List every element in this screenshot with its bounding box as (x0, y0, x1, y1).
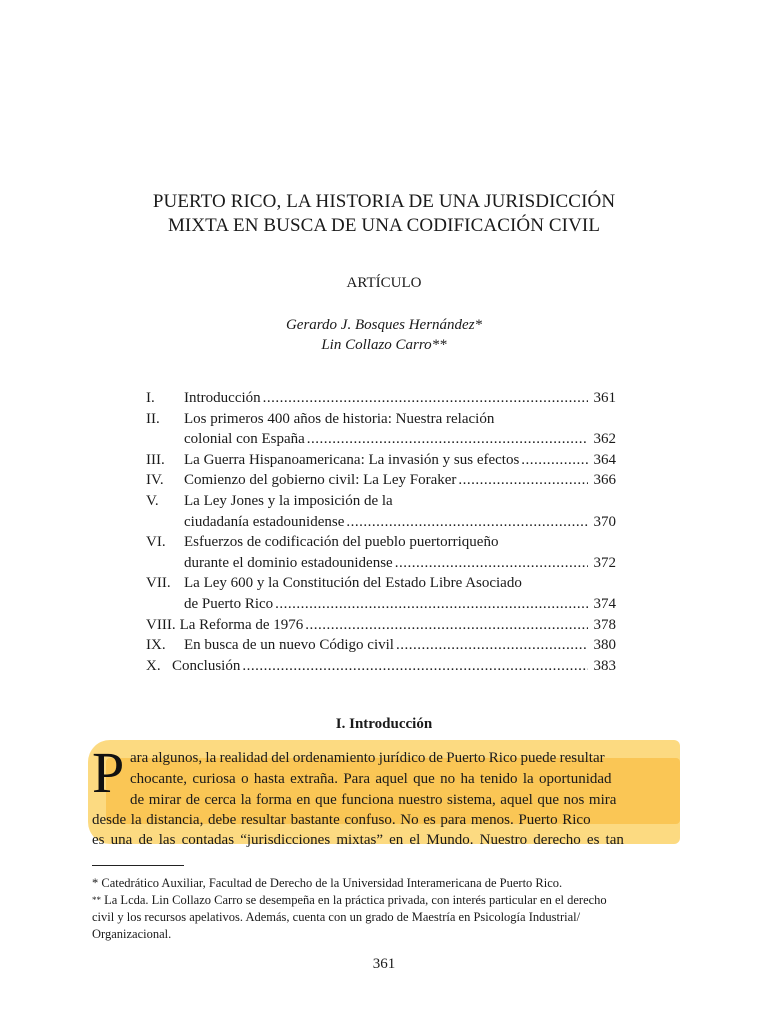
toc-number: I. (146, 390, 155, 406)
section-heading: I. Introducción (335, 716, 433, 732)
toc-leader (275, 594, 588, 615)
paragraph-line-4: desde la distancia, debe resultar bastante confuso. No es para menos. Puerto Rico (92, 812, 591, 828)
toc-title: La Ley 600 y la Constitución del Estado Libre Asociado (184, 575, 522, 592)
drop-cap: P (92, 740, 125, 805)
toc-page: 383 (593, 657, 616, 674)
footnote-rule (92, 865, 184, 866)
toc-title: La Reforma de 1976 (179, 616, 304, 633)
toc-title: La Guerra Hispanoamericana: La invasión y sus efectos (184, 451, 520, 468)
toc-leader (346, 512, 588, 533)
paragraph-line-3: de mirar de cerca la forma en que funciona nuestro sistema, aquel que nos mira (130, 792, 617, 808)
toc-entry[interactable] (146, 470, 616, 491)
footnote-2-line-1: La Lcda. Lin Collazo Carro se desempeña en la práctica privada, con interés particular en el derecho (104, 893, 607, 907)
toc-page: 361 (593, 390, 616, 406)
page-number: 361 (372, 956, 396, 972)
toc-number: IX. (146, 637, 166, 654)
toc-title-cont: ciudadanía estadounidense (184, 513, 345, 530)
author-1: Gerardo J. Bosques Hernández* (285, 317, 483, 333)
toc-leader (307, 429, 588, 450)
toc-number: VI. (146, 534, 166, 551)
toc-entry[interactable] (146, 656, 616, 677)
toc-page: 380 (593, 637, 616, 654)
table-of-contents (146, 388, 616, 676)
toc-title: Los primeros 400 años de historia: Nuestra relación (184, 410, 495, 427)
toc-number: III. (146, 451, 165, 468)
authors (0, 315, 768, 355)
author-2: Lin Collazo Carro** (321, 337, 447, 353)
toc-leader (396, 635, 588, 656)
footnote-2 (92, 892, 676, 943)
toc-leader (521, 450, 588, 471)
toc-number: VII. (146, 575, 171, 592)
toc-title-cont: durante el dominio estadounidense (184, 554, 393, 571)
toc-entry[interactable] (146, 409, 616, 450)
toc-leader (458, 470, 588, 491)
footnote-1-mark: * (92, 876, 99, 890)
toc-leader (305, 615, 588, 636)
toc-title-cont: de Puerto Rico (184, 595, 274, 612)
toc-page: 370 (593, 513, 616, 530)
toc-page: 362 (593, 431, 616, 448)
toc-number: X. (146, 657, 161, 674)
title-line-1: PUERTO RICO, LA HISTORIA DE UNA JURISDICCIÓN (152, 191, 616, 212)
toc-title: Introducción (184, 390, 261, 406)
toc-leader (263, 388, 588, 409)
footnote-2-mark: ** (92, 895, 101, 905)
toc-title: Comienzo del gobierno civil: La Ley Foraker (184, 472, 457, 489)
toc-title: Conclusión (172, 657, 241, 674)
toc-page: 364 (593, 451, 616, 468)
paragraph-line-1: ara algunos, la realidad del ordenamiento jurídico de Puerto Rico puede resultar (130, 750, 605, 766)
toc-leader (395, 553, 588, 574)
toc-number: V. (146, 492, 159, 509)
toc-number: VIII. (146, 616, 176, 633)
toc-page: 374 (593, 595, 616, 612)
toc-title: Esfuerzos de codificación del pueblo puertorriqueño (184, 534, 499, 551)
toc-page: 372 (593, 554, 616, 571)
toc-entry[interactable] (146, 388, 616, 409)
paragraph-line-5: es una de las contadas “jurisdicciones mixtas” en el Mundo. Nuestro derecho es tan (92, 832, 624, 848)
paragraph-line-2: chocante, curiosa o hasta extraña. Para aquel que no ha tenido la oportunidad (130, 771, 612, 787)
toc-number: II. (146, 410, 160, 427)
toc-title-cont: colonial con España (184, 431, 305, 448)
toc-entry[interactable] (146, 615, 616, 636)
toc-entry[interactable] (146, 532, 616, 573)
toc-title: La Ley Jones y la imposición de la (184, 492, 393, 509)
footnote-1 (92, 875, 676, 892)
toc-entry[interactable] (146, 573, 616, 614)
toc-leader (242, 656, 588, 677)
article-type-label: ARTÍCULO (346, 275, 422, 291)
toc-page: 366 (593, 472, 616, 489)
toc-number: IV. (146, 472, 164, 489)
footnote-1-text: Catedrático Auxiliar, Facultad de Derecho de la Universidad Interamericana de Puerto Rico. (101, 876, 563, 890)
article-title (0, 190, 768, 238)
toc-entry[interactable] (146, 635, 616, 656)
title-line-2: MIXTA EN BUSCA DE UNA CODIFICACIÓN CIVIL (167, 215, 601, 236)
footnote-2-line-2: civil y los recursos apelativos. Además, cuenta con un grado de Maestría en Psicología Industrial/ (92, 910, 581, 924)
toc-title: En busca de un nuevo Código civil (184, 637, 394, 654)
toc-page: 378 (593, 616, 616, 633)
toc-entry[interactable] (146, 450, 616, 471)
footnote-2-line-3: Organizacional. (92, 927, 172, 941)
toc-entry[interactable] (146, 491, 616, 532)
